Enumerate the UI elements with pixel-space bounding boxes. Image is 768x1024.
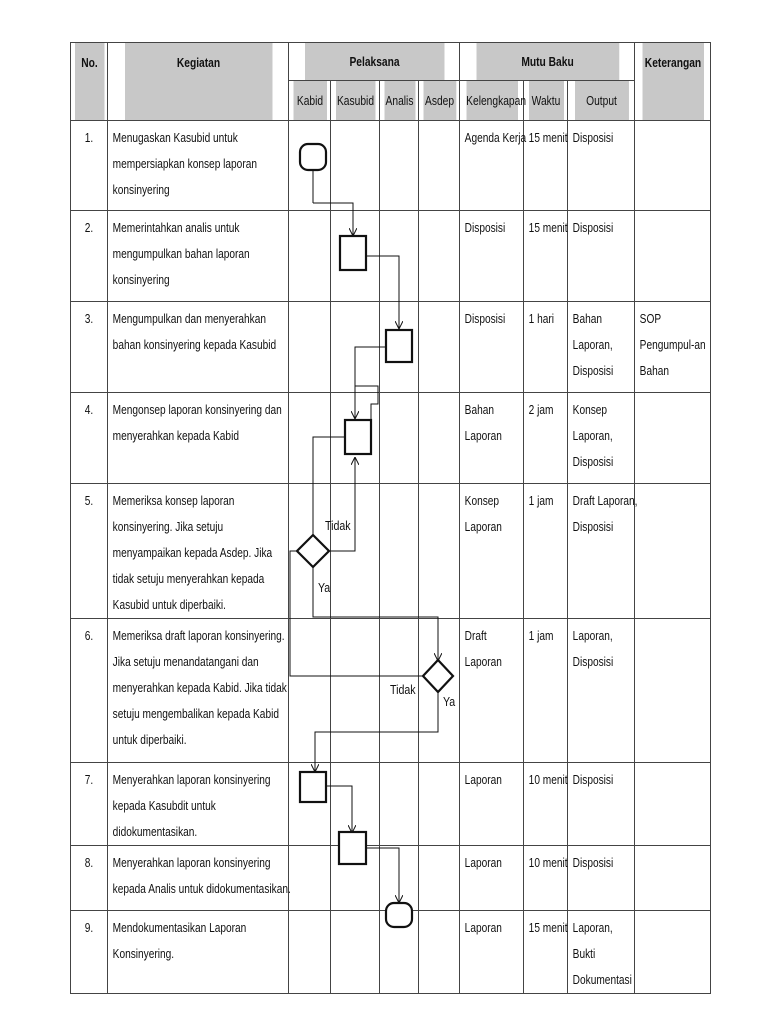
step-waktu-cell	[524, 911, 568, 994]
lane-kasubid-cell	[331, 484, 380, 619]
step-number-cell	[71, 211, 108, 302]
step-output: Laporan, Bukti Dokumentasi	[572, 920, 632, 987]
step-output: Laporan, Disposisi	[572, 628, 614, 669]
lane-asdep-cell	[419, 619, 460, 763]
step-number-cell	[71, 393, 108, 484]
step-keterangan	[635, 619, 713, 623]
step-keterangan-cell	[635, 393, 711, 484]
step-keterangan	[635, 911, 713, 915]
header-kabid: Kabid	[292, 81, 326, 121]
lane-kasubid-cell	[331, 846, 380, 911]
lane-kabid-cell	[289, 763, 331, 846]
step-waktu: 15 menit	[528, 130, 568, 145]
step-keterangan-cell	[635, 211, 711, 302]
step-number-cell	[71, 911, 108, 994]
lane-kabid-cell	[289, 619, 331, 763]
step-output: Disposisi	[572, 772, 614, 787]
header-waktu: Waktu	[528, 81, 564, 121]
step-waktu-cell	[524, 121, 568, 211]
step-number: 3.	[84, 311, 94, 326]
step-keterangan-cell	[635, 484, 711, 619]
step-keterangan: SOP Pengumpul-an Bahan	[639, 311, 706, 378]
lane-kasubid-cell	[331, 211, 380, 302]
step-kegiatan: Mengonsep laporan konsinyering dan menyerahkan kepada Kabid	[112, 402, 282, 443]
step-output: Konsep Laporan, Disposisi	[572, 402, 614, 469]
header-mutu-baku: Mutu Baku	[475, 43, 619, 81]
step-kegiatan: Menyerahkan laporan konsinyering kepada Kasubdit untuk didokumentasikan.	[112, 772, 271, 839]
lane-asdep-cell	[419, 763, 460, 846]
lane-analis-cell	[380, 763, 419, 846]
lane-kasubid-cell	[331, 302, 380, 393]
step-kegiatan-cell	[108, 763, 289, 846]
header-kasubid: Kasubid	[335, 81, 375, 121]
step-waktu: 2 jam	[528, 402, 554, 417]
step-kelengkapan: Agenda Kerja	[464, 130, 527, 145]
header-kegiatan: Kegiatan	[124, 43, 272, 121]
step-waktu: 15 menit	[528, 220, 568, 235]
step-waktu: 10 menit	[528, 772, 568, 787]
step-kelengkapan-cell	[460, 484, 524, 619]
step-keterangan-cell	[635, 763, 711, 846]
step-output-cell	[568, 211, 635, 302]
lane-asdep-cell	[419, 484, 460, 619]
step-kegiatan-cell	[108, 302, 289, 393]
step-waktu: 1 jam	[528, 628, 554, 643]
step-kegiatan-cell	[108, 619, 289, 763]
step-number-cell	[71, 763, 108, 846]
step-waktu-cell	[524, 763, 568, 846]
table-row	[71, 302, 711, 393]
step-keterangan-cell	[635, 121, 711, 211]
step-waktu-cell	[524, 211, 568, 302]
step-number-cell	[71, 846, 108, 911]
lane-asdep-cell	[419, 211, 460, 302]
step-kelengkapan: Draft Laporan	[464, 628, 502, 669]
step-kelengkapan: Laporan	[464, 920, 502, 935]
step-output-cell	[568, 846, 635, 911]
step-kelengkapan-cell	[460, 911, 524, 994]
step-output-cell	[568, 763, 635, 846]
lane-kabid-cell	[289, 121, 331, 211]
step-number: 4.	[84, 402, 94, 417]
step-waktu: 10 menit	[528, 855, 568, 870]
step-waktu-cell	[524, 393, 568, 484]
lane-kasubid-cell	[331, 121, 380, 211]
step-number: 7.	[84, 772, 94, 787]
step-number-cell	[71, 302, 108, 393]
label-ya-5: Ya	[318, 581, 331, 596]
label-ya-6: Ya	[443, 695, 456, 710]
step-waktu-cell	[524, 846, 568, 911]
sop-table	[70, 42, 711, 994]
step-kegiatan-cell	[108, 121, 289, 211]
step-waktu-cell	[524, 302, 568, 393]
step-output: Disposisi	[572, 855, 614, 870]
header-output: Output	[574, 81, 629, 121]
step-number: 5.	[84, 493, 94, 508]
table-row	[71, 846, 711, 911]
table-row	[71, 393, 711, 484]
step-number: 1.	[84, 130, 94, 145]
step-kelengkapan: Bahan Laporan	[464, 402, 502, 443]
label-tidak-5: Tidak	[325, 519, 351, 534]
lane-analis-cell	[380, 302, 419, 393]
lane-kabid-cell	[289, 302, 331, 393]
step-output: Disposisi	[572, 130, 614, 145]
step-output-cell	[568, 393, 635, 484]
step-kegiatan: Menyerahkan laporan konsinyering kepada Analis untuk didokumentasikan.	[112, 855, 291, 896]
step-output-cell	[568, 302, 635, 393]
step-keterangan	[635, 763, 713, 767]
lane-asdep-cell	[419, 393, 460, 484]
step-number: 6.	[84, 628, 94, 643]
step-kegiatan-cell	[108, 393, 289, 484]
lane-analis-cell	[380, 393, 419, 484]
step-keterangan	[635, 211, 713, 215]
step-kegiatan-cell	[108, 846, 289, 911]
step-keterangan	[635, 121, 713, 125]
lane-analis-cell	[380, 846, 419, 911]
step-kelengkapan-cell	[460, 846, 524, 911]
lane-kabid-cell	[289, 911, 331, 994]
step-kegiatan: Mendokumentasikan Laporan Konsinyering.	[112, 920, 247, 961]
lane-kabid-cell	[289, 846, 331, 911]
lane-asdep-cell	[419, 911, 460, 994]
lane-analis-cell	[380, 911, 419, 994]
step-kelengkapan: Konsep Laporan	[464, 493, 502, 534]
step-kegiatan-cell	[108, 211, 289, 302]
step-number: 2.	[84, 220, 94, 235]
lane-kasubid-cell	[331, 911, 380, 994]
header-keterangan: Keterangan	[641, 43, 703, 121]
lane-analis-cell	[380, 619, 419, 763]
step-kegiatan-cell	[108, 484, 289, 619]
step-output-cell	[568, 619, 635, 763]
step-kegiatan: Memerintahkan analis untuk mengumpulkan bahan laporan konsinyering	[112, 220, 250, 287]
step-keterangan-cell	[635, 911, 711, 994]
step-kegiatan: Memeriksa draft laporan konsinyering. Jika setuju menandatangani dan menyerahkan kepada Kabid. Jika tidak setuju mengembalikan kepada Kabid untuk diperbaiki.	[112, 628, 287, 747]
step-keterangan	[635, 393, 713, 397]
step-output-cell	[568, 911, 635, 994]
lane-asdep-cell	[419, 846, 460, 911]
lane-kasubid-cell	[331, 619, 380, 763]
step-kelengkapan: Laporan	[464, 855, 502, 870]
lane-analis-cell	[380, 121, 419, 211]
step-output-cell	[568, 121, 635, 211]
step-kelengkapan: Disposisi	[464, 220, 506, 235]
step-waktu: 1 hari	[528, 311, 555, 326]
step-kelengkapan-cell	[460, 121, 527, 211]
lane-asdep-cell	[419, 302, 460, 393]
step-keterangan-cell	[635, 846, 711, 911]
lane-kasubid-cell	[331, 393, 380, 484]
step-number-cell	[71, 619, 108, 763]
lane-kabid-cell	[289, 393, 331, 484]
lane-asdep-cell	[419, 121, 460, 211]
lane-analis-cell	[380, 484, 419, 619]
step-kelengkapan-cell	[460, 393, 524, 484]
step-output: Bahan Laporan, Disposisi	[572, 311, 614, 378]
step-output: Disposisi	[572, 220, 614, 235]
step-kegiatan-cell	[108, 911, 289, 994]
step-number: 8.	[84, 855, 94, 870]
table-row	[71, 121, 711, 211]
step-kegiatan: Menugaskan Kasubid untuk mempersiapkan konsep laporan konsinyering	[112, 130, 257, 197]
step-kegiatan: Mengumpulkan dan menyerahkan bahan konsinyering kepada Kasubid	[112, 311, 277, 352]
step-waktu-cell	[524, 619, 568, 763]
table-row	[71, 484, 711, 619]
header-asdep: Asdep	[422, 81, 456, 121]
lane-kabid-cell	[289, 484, 331, 619]
step-number: 9.	[84, 920, 94, 935]
step-waktu: 1 jam	[528, 493, 554, 508]
header-kelengkapan: Kelengkapan	[465, 81, 517, 121]
step-kelengkapan-cell	[460, 619, 524, 763]
table-row	[71, 911, 711, 994]
step-keterangan	[635, 846, 713, 850]
step-kelengkapan-cell	[460, 302, 524, 393]
step-kelengkapan-cell	[460, 211, 524, 302]
step-kelengkapan: Disposisi	[464, 311, 506, 326]
step-kelengkapan: Laporan	[464, 772, 502, 787]
header-pelaksana: Pelaksana	[304, 43, 444, 81]
lane-kasubid-cell	[331, 763, 380, 846]
table-row	[71, 211, 711, 302]
step-number-cell	[71, 121, 108, 211]
step-keterangan-cell	[635, 619, 711, 763]
header-analis: Analis	[383, 81, 415, 121]
lane-kabid-cell	[289, 211, 331, 302]
header-no: No.	[74, 43, 104, 121]
step-number-cell	[71, 484, 108, 619]
step-output-cell	[568, 484, 638, 619]
step-waktu-cell	[524, 484, 568, 619]
step-keterangan-cell	[635, 302, 711, 393]
step-output: Draft Laporan, Disposisi	[572, 493, 638, 534]
table-row	[71, 763, 711, 846]
step-kegiatan: Memeriksa konsep laporan konsinyering. Jika setuju menyampaikan kepada Asdep. Jika tidak setuju menyerahkan kepada Kasubid untuk diperbaiki.	[112, 493, 273, 612]
table-row	[71, 619, 711, 763]
label-tidak-6: Tidak	[390, 683, 416, 698]
step-keterangan	[635, 484, 713, 488]
step-kelengkapan-cell	[460, 763, 524, 846]
step-waktu: 15 menit	[528, 920, 568, 935]
lane-analis-cell	[380, 211, 419, 302]
